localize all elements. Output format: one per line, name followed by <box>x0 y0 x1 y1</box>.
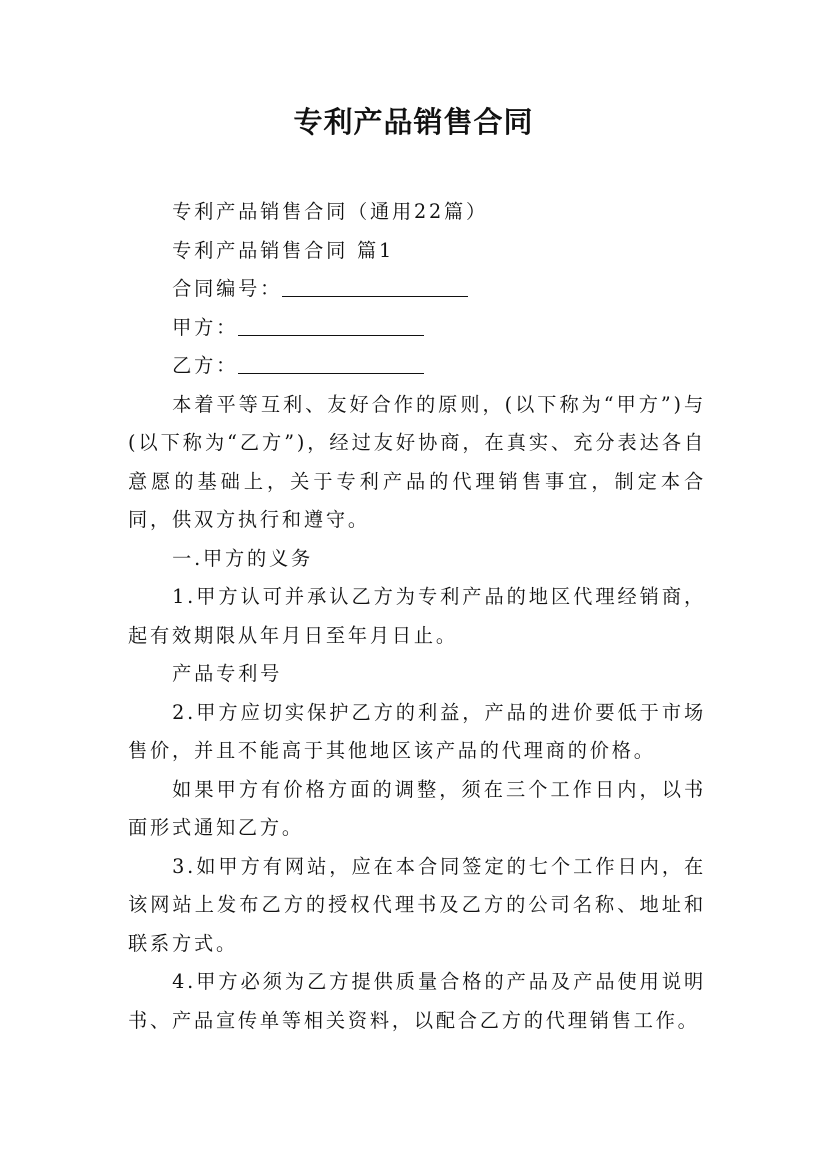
party-a-blank <box>238 316 424 336</box>
party-a-label: 甲方： <box>172 315 239 339</box>
party-b-label: 乙方： <box>172 354 239 377</box>
clause-1: 1.甲方认可并承认乙方为专利产品的地区代理经销商，起有效期限从年月日至年月日止。 <box>128 585 706 647</box>
intro-paragraph: 本着平等互利、友好合作的原则，(以下称为“甲方”)与(以下称为“乙方”)，经过友好协商，在真实、充分表达各自意愿的基础上，关于专利产品的代理销售事宜，制定本合同，供双方执行和遵守。 <box>128 392 706 531</box>
collection-heading: 专利产品销售合同（通用22篇） <box>172 200 489 223</box>
obligations-heading: 一.甲方的义务 <box>172 546 313 570</box>
clause-2: 2.甲方应切实保护乙方的利益，产品的进价要低于市场售价，并且不能高于其他地区该产品的代理商的价格。 <box>128 700 706 762</box>
clause-3: 3.如甲方有网站，应在本合同签定的七个工作日内，在该网站上发布乙方的授权代理书及乙方的公司名称、地址和联系方式。 <box>128 854 706 955</box>
party-b-blank <box>238 354 424 374</box>
contract-number-line <box>128 270 706 309</box>
patent-number-label: 产品专利号 <box>172 662 283 685</box>
clause-4: 4.甲方必须为乙方提供质量合格的产品及产品使用说明书、产品宣传单等相关资料，以配合乙方的代理销售工作。 <box>128 970 706 1032</box>
price-adjustment-paragraph: 如果甲方有价格方面的调整，须在三个工作日内，以书面形式通知乙方。 <box>128 777 706 839</box>
party-a-line <box>128 309 706 348</box>
party-b-line <box>128 347 706 386</box>
document-title: 专利产品销售合同 <box>293 105 534 139</box>
contract-number-label: 合同编号： <box>172 277 283 300</box>
document-body <box>128 193 706 1040</box>
contract-number-blank <box>282 277 468 297</box>
section-heading: 专利产品销售合同 篇1 <box>172 238 394 262</box>
